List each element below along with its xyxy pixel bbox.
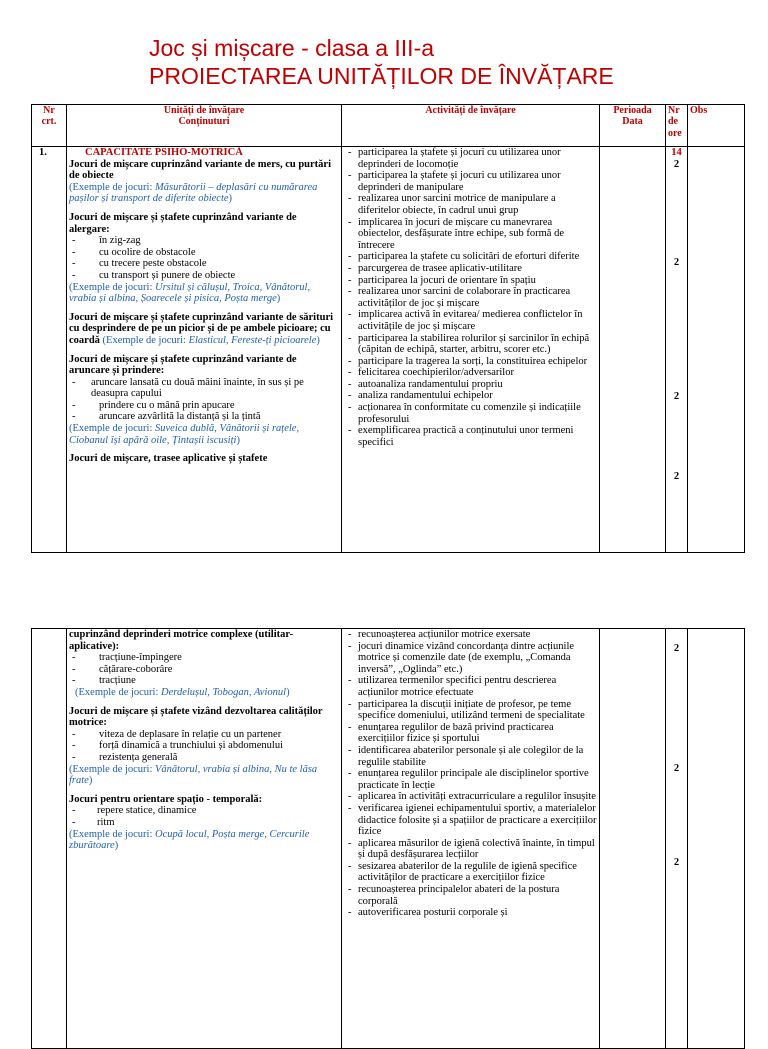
period-cell [600,629,666,1049]
activity-item: - verificarea igienei echipamentului sportiv, a materialelor didactice folosite și a spațiilor de practicare a exercițiilor fizice [344,803,597,838]
activity-item: - participarea la ștafete și jocuri cu utilizarea unor deprinderi de locomoție [344,147,597,170]
examples: (Exemple de jocuri: Suveica dublă, Vânătorii și rațele, Ciobanul își apără oile, Țintașii iscusiți) [69,423,300,446]
document-subtitle: PROIECTAREA UNITĂȚILOR DE ÎNVĂȚARE [149,63,614,89]
hours-value: 2 [673,763,680,774]
activity-item: - parcurgerea de trasee aplicativ-utilitare [344,263,597,275]
activity-item: - identificarea abaterilor personale și ale colegilor de la regulile stabilite [344,745,597,768]
activity-item: - recunoașterea acțiunilor motrice exersate [344,629,597,641]
list-item: - rezistența generală [69,752,339,764]
examples: (Exemple de jocuri: Ocupă locul, Poșta merge, Cercurile zburătoare) [69,828,310,852]
list-item: - cățărare-coborâre [69,664,339,676]
list-item: - ritm [69,817,339,829]
hours-cell [666,629,688,1049]
list-item: - viteza de deplasare în relație cu un partener [69,729,339,741]
examples: (Exemple de jocuri: Măsurătorii – deplasări cu numărarea pașilor și transport de diferite obiecte) [69,181,318,205]
list-item: - prindere cu o mână prin apucare [69,400,339,412]
activity-item: - participarea la ștafete cu solicitări de eforturi diferite [344,251,597,263]
header-perioada: Perioada Data [600,105,666,147]
activity-item: - realizarea unor sarcini motrice de manipulare a diferitelor obiecte, în cadrul unui grup [344,193,597,216]
activity-item: - implicarea activă în evitarea/ medierea conflictelor în activitățile de joc și mișcare [344,309,597,332]
list-item: - tracțiune [69,675,339,687]
document-title: Joc și mișcare - clasa a III-a [149,35,435,61]
examples: (Exemple de jocuri: Vânătorul, vrabia și albina, Nu te lăsa frate) [69,763,318,787]
activity-item: - participarea la jocuri de orientare în spațiu [344,275,597,287]
row-number [32,629,67,1049]
header-ore: Nr de ore [666,105,688,147]
activity-item: - recunoașterea principalelor abateri de la postura corporală [344,884,597,907]
header-obs: Obs [688,105,745,147]
hours-value: 2 [673,257,680,268]
unit-title: Jocuri de mișcare cuprinzând variante de mers, cu purtări de obiecte [69,158,331,182]
activity-item: - aplicarea măsurilor de igienă colectivă înainte, în timpul și după desfășurarea lecțiilor [344,838,597,861]
activity-item: - participarea la ștafete și jocuri cu utilizarea unor deprinderi de manipulare [344,170,597,193]
hours-cell [666,147,688,553]
activity-item: - autoanaliza randamentului propriu [344,379,597,391]
list-item: - forță dinamică a trunchiului și abdomenului [69,740,339,752]
unit-title: Jocuri de mișcare și ștafete cuprinzând variante de aruncare și prindere: [69,353,297,377]
examples: (Exemple de jocuri: Ursitul și călușul, Troica, Vânătorul, vrabia și albina, Șoarecele și pisica, Poșta merge) [69,281,311,305]
activity-item: - implicarea în jocuri de mișcare cu manevrarea obiectelor, desfășurate între echipe, sub formă de întrecere [344,217,597,252]
activity-item: - acționarea în conformitate cu comenzile și indicațiile profesorului [344,402,597,425]
unit-title: Jocuri de mișcare și ștafete vizând dezvoltarea calităților motrice: [69,705,323,729]
header-unitati: Unități de învățare Conținuturi [67,105,342,147]
hours-value: 2 [673,857,680,868]
activity-item: - autoverificarea posturii corporale și [344,907,597,919]
header-activitati: Activități de învățare [342,105,600,147]
unit-title: Jocuri de mișcare și ștafete cuprinzând variante de alergare: [69,211,297,235]
obs-cell [688,147,745,553]
activity-item: - analiza randamentului echipelor [344,390,597,402]
list-item: - cu trecere peste obstacole [69,258,339,270]
unit-title: Jocuri pentru orientare spațio - temporală: [69,793,263,805]
activity-item: - participarea la discuții inițiate de profesor, pe teme specifice domeniului, utilizând termeni de specialitate [344,699,597,722]
activity-item: - enunțarea regulilor de bază privind practicarea exercițiilor fizice și sportului [344,722,597,745]
list-item: - cu ocolire de obstacole [69,247,339,259]
activity-item: - sesizarea abaterilor de la regulile de igienă specifice activităților de practicare a exercițiilor fizice [344,861,597,884]
activity-item: - enunțarea regulilor principale ale disciplinelor sportive practicate în lecție [344,768,597,791]
unit-title: Jocuri de mișcare, trasee aplicative și ștafete [69,453,268,465]
list-item: - aruncare azvârlită la distanță și la țintă [69,411,339,423]
obs-cell [688,629,745,1049]
period-cell [600,147,666,553]
activity-item: - realizarea unor sarcini de colaborare în practicarea activităților de joc și mișcare [344,286,597,309]
activity-item: - utilizarea termenilor specifici pentru descrierea acțiunilor motrice efectuate [344,675,597,698]
header-nr: Nr crt. [32,105,67,147]
list-item: - tracțiune-împingere [69,652,339,664]
hours-value: 2 [673,391,680,402]
units-table-page1 [31,104,745,553]
list-item: - repere statice, dinamice [69,805,339,817]
units-table-page2 [31,628,745,1049]
activity-item: - jocuri dinamice vizând concordanța dintre acțiunile motrice și comenzile date (de exemplu, „Comanda inversă”, „Oglinda” etc.) [344,641,597,676]
examples: (Exemple de jocuri: Derdelușul, Tobogan, Avionul) [75,686,290,698]
hours-value: 2 [673,471,680,482]
activity-item: - participare la tragerea la sorți, la constituirea echipelor [344,356,597,368]
hours-value: 2 [673,643,680,654]
activity-item: - felicitarea coechipierilor/adversarilor [344,367,597,379]
contents-cell [67,147,342,553]
activity-item: - participarea la stabilirea rolurilor și sarcinilor în echipă (căpitan de echipă, starter, arbitru, scorer etc.) [344,333,597,356]
list-item: - cu transport și punere de obiecte [69,270,339,282]
activities-cell [342,147,600,553]
unit-title: cuprinzând deprinderi motrice complexe (utilitar-aplicative): [69,629,294,652]
list-item: - aruncare lansată cu două mâini înainte, în sus și pe deasupra capului [69,377,339,400]
activity-item: - exemplificarea practică a conținutului unor termeni specifici [344,425,597,448]
hours-value: 2 [673,158,680,170]
unit-title: Jocuri de mișcare și ștafete cuprinzând variante de sărituri cu desprindere de pe un picior și de pe ambele picioare; cu coardă (Exemple de jocuri: Elasticul, Fereste-ți picioarele) [69,311,334,346]
activity-item: - aplicarea în activități extracurriculare a regulilor însușite [344,791,597,803]
activities-cell [342,629,600,1049]
contents-cell [67,629,342,1049]
section-heading: CAPACITATE PSIHO-MOTRICĂ [85,147,243,158]
row-number: 1. [32,147,67,553]
list-item: - în zig-zag [69,235,339,247]
total-hours: 14 [671,147,682,158]
